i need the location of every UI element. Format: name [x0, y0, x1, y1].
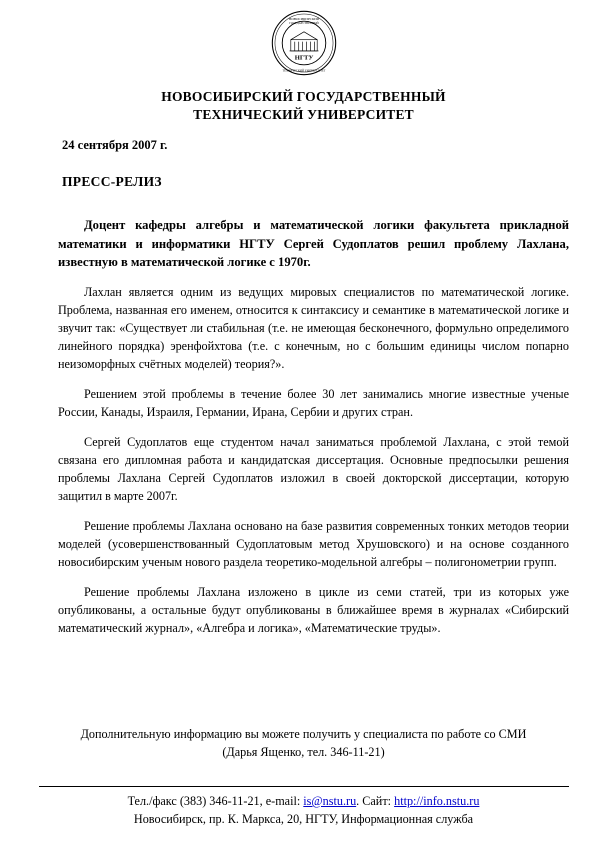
body-paragraph-2: Решением этой проблемы в течение более 30 лет занимались многие известные ученые России, Канады, Израиля, Германии, Ирана, Сербии и других стран.	[58, 386, 569, 419]
footer-phone-text: Тел./факс (383) 346-11-21, e-mail:	[127, 794, 304, 808]
lead-paragraph: Доцент кафедры алгебры и математической логики факультета прикладной математики и информатики НГТУ Сергей Судоплатов решил проблему Лахлана, известную в математической логике с 1970г.	[58, 218, 569, 269]
body-paragraph-1: Лахлан является одним из ведущих мировых специалистов по математической логике. Проблема, названная его именем, относится к синтаксису и семантике в математической логике и звучит так: «Существует ли стабильная (т.е. не имеющая бесконечного, формульно определимого линейного порядка) эренфойхтова (т.е. с конечным, но с большим единицы числом попарно неизоморфных счётных моделей) теория?».	[58, 284, 569, 371]
svg-text:НОВОСИБИРСКИЙ: НОВОСИБИРСКИЙ	[288, 16, 319, 21]
logo-abbr-text: НГТУ	[294, 54, 313, 62]
nstu-emblem-logo	[271, 10, 337, 76]
footer-site-label: . Сайт:	[356, 794, 395, 808]
footer-address-line: Новосибирск, пр. К. Маркса, 20, НГТУ, Информационная служба	[133, 812, 474, 827]
document-type-label: ПРЕСС-РЕЛИЗ	[62, 174, 162, 190]
body-paragraph-3: Сергей Судоплатов еще студентом начал заниматься проблемой Лахлана, с этой темой связана его дипломная работа и кандидатская диссертация. Основные предпосылки решения проблемы Лахлана Сергей Судоплатов изложил в своей докторской диссертации, которую защитил в марте 2007г.	[58, 434, 569, 503]
svg-text:ГОСУДАРСТВЕННЫЙ: ГОСУДАРСТВЕННЫЙ	[288, 20, 319, 25]
footer-divider	[39, 786, 569, 787]
document-body	[0, 216, 607, 637]
footer-site-link[interactable]: http://info.nstu.ru	[394, 794, 480, 808]
body-paragraph-5: Решение проблемы Лахлана изложено в цикле из семи статей, три из которых уже опубликованы, а остальные будут опубликованы в ближайшее время в журналах «Сибирский математический журнал», «Алгебра и логика», «Математические труды».	[58, 584, 569, 635]
footer-email-link[interactable]: is@nstu.ru	[303, 794, 357, 808]
press-contact-block	[0, 726, 607, 761]
org-title-line-2: ТЕХНИЧЕСКИЙ УНИВЕРСИТЕТ	[193, 107, 414, 123]
page-title	[0, 88, 607, 124]
footer-contact-line	[0, 792, 607, 810]
org-title-line-1: НОВОСИБИРСКИЙ ГОСУДАРСТВЕННЫЙ	[161, 89, 446, 104]
body-paragraph-4: Решение проблемы Лахлана основано на базе развития современных тонких методов теории моделей (усовершенствованный Судоплатовым метод Хрушовского) и на основе созданного новосибирским ученым нового раздела теоретико-модельной алгебры – полигонометрии групп.	[58, 518, 569, 569]
footer	[0, 786, 607, 829]
document-date: 24 сентября 2007 г.	[62, 138, 168, 153]
logo-container	[0, 0, 607, 76]
press-contact-line-1: Дополнительную информацию вы можете получить у специалиста по работе со СМИ	[80, 727, 527, 741]
svg-text:ТЕХНИЧЕСКИЙ УНИВЕРСИТЕТ: ТЕХНИЧЕСКИЙ УНИВЕРСИТЕТ	[281, 68, 326, 73]
press-contact-line-2: (Дарья Ященко, тел. 346-11-21)	[222, 744, 385, 759]
